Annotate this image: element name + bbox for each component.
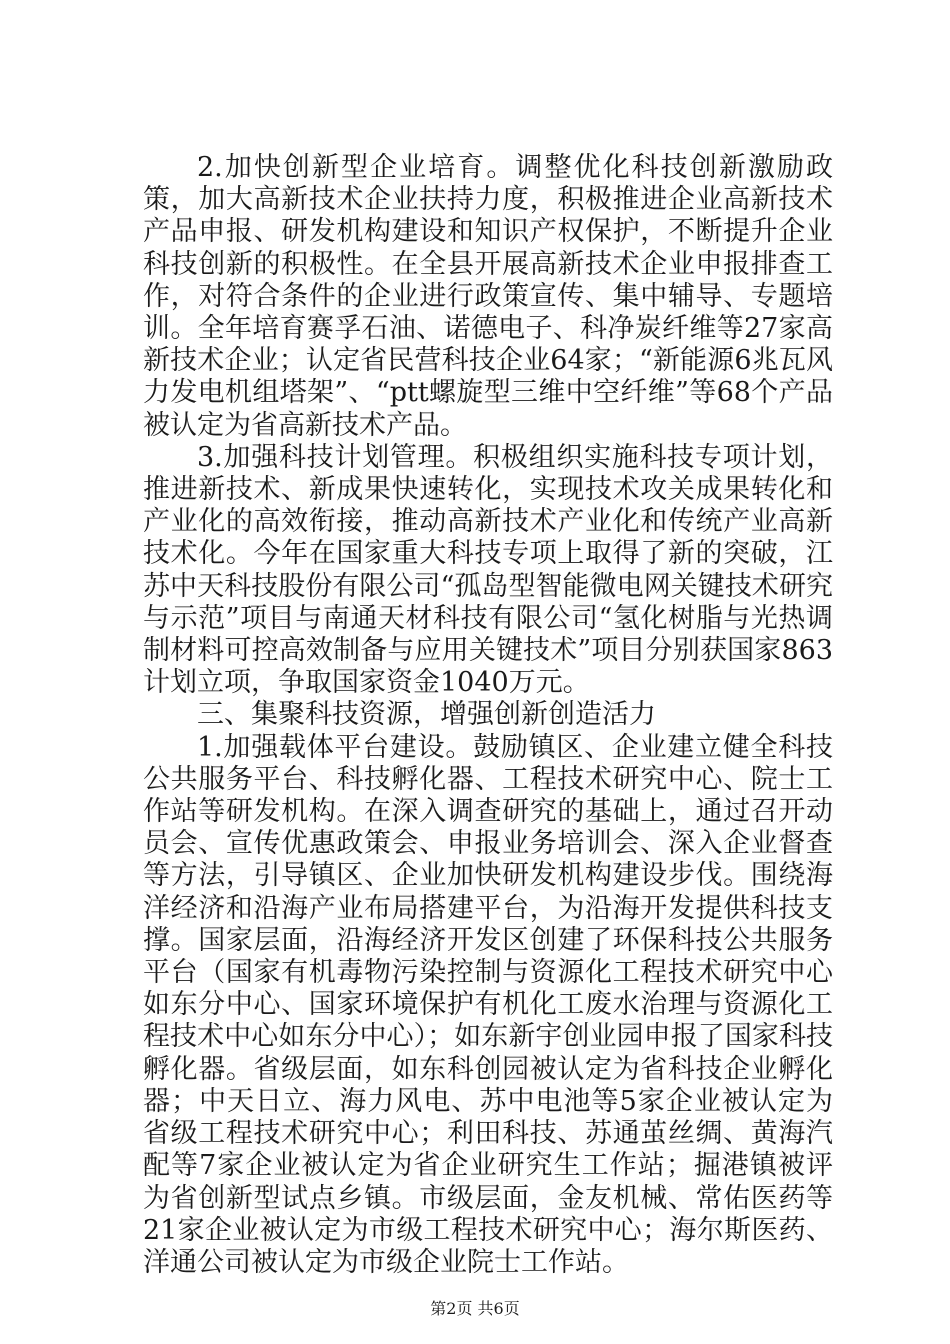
- page-number-footer: 第2页 共6页: [430, 1299, 520, 1318]
- paragraph-platform-construction: 1.加强载体平台建设。鼓励镇区、企业建立健全科技公共服务平台、科技孵化器、工程技术研究中心、院士工作站等研发机构。在深入调查研究的基础上，通过召开动员会、宣传优惠政策会、申报业务培训会、深入企业督查等方法，引导镇区、企业加快研发机构建设步伐。围绕海洋经济和沿海产业布局搭建平台，为沿海开发提供科技支撑。国家层面，沿海经济开发区创建了环保科技公共服务平台（国家有机毒物污染控制与资源化工程技术研究中心如东分中心、国家环境保护有机化工废水治理与资源化工程技术中心如东分中心）；如东新宇创业园申报了国家科技孵化器。省级层面，如东科创园被认定为省科技企业孵化器；中天日立、海力风电、苏中电池等5家企业被认定为省级工程技术研究中心；利田科技、苏通茧丝绸、黄海汽配等7家企业被认定为省企业研究生工作站；掘港镇被评为省创新型试点乡镇。市级层面，金友机械、常佑医药等21家企业被认定为市级工程技术研究中心；海尔斯医药、洋通公司被认定为市级企业院士工作站。: [143, 731, 833, 1278]
- document-body: [143, 152, 833, 1279]
- paragraph-science-plan-management: 3.加强科技计划管理。积极组织实施科技专项计划，推进新技术、新成果快速转化，实现技术攻关成果转化和产业化的高效衔接，推动高新技术产业化和传统产业高新技术化。今年在国家重大科技专项上取得了新的突破，江苏中天科技股份有限公司“孤岛型智能微电网关键技术研究与示范”项目与南通天材科技有限公司“氢化树脂与光热调制材料可控高效制备与应用关键技术”项目分别获国家863计划立项，争取国家资金1040万元。: [143, 441, 833, 699]
- paragraph-innovative-enterprise-cultivation: 2.加快创新型企业培育。调整优化科技创新激励政策，加大高新技术企业扶持力度，积极推进企业高新技术产品申报、研发机构建设和知识产权保护，不断提升企业科技创新的积极性。在全县开展高新技术企业申报排查工作，对符合条件的企业进行政策宣传、集中辅导、专题培训。全年培育赛孚石油、诺德电子、科净炭纤维等27家高新技术企业；认定省民营科技企业64家；“新能源6兆瓦风力发电机组塔架”、“ptt螺旋型三维中空纤维”等68个产品被认定为省高新技术产品。: [143, 152, 833, 441]
- section-heading-gather-resources: 三、集聚科技资源，增强创新创造活力: [197, 699, 656, 731]
